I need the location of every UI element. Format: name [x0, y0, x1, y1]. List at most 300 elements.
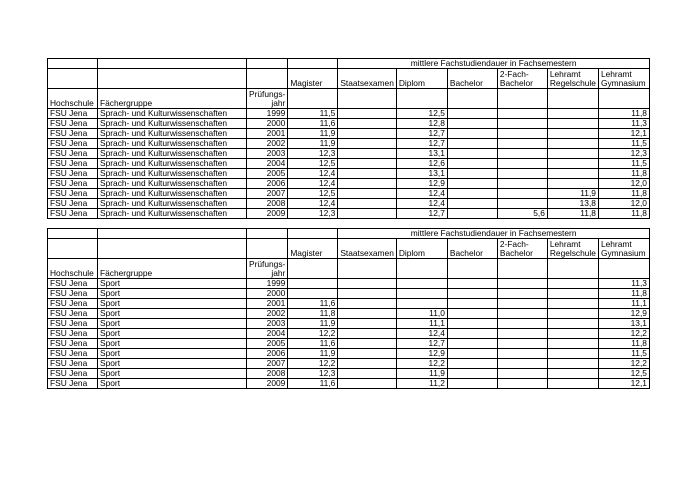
cell-pruefungsjahr: 1999 [247, 279, 288, 289]
cell-hochschule: FSU Jena [48, 299, 98, 309]
cell-pruefungsjahr: 2001 [247, 299, 288, 309]
cell-lehramt-regelschule [547, 309, 598, 319]
table-row [48, 199, 650, 209]
empty-cell [497, 89, 547, 109]
cell-bachelor [447, 189, 497, 199]
cell-bachelor [447, 199, 497, 209]
table-row [48, 329, 650, 339]
cell-staatsexamen [338, 119, 397, 129]
cell-pruefungsjahr: 2009 [247, 379, 288, 389]
cell-pruefungsjahr: 1999 [247, 109, 288, 119]
table-row [48, 279, 650, 289]
cell-staatsexamen [338, 199, 397, 209]
cell-faechergruppe: Sprach- und Kulturwissenschaften [98, 129, 247, 139]
col-header-pruefungsjahr: Prüfungs-jahr [247, 89, 288, 109]
cell-diplom: 12,8 [396, 119, 447, 129]
cell-2fach-bachelor [497, 299, 547, 309]
cell-2fach-bachelor [497, 109, 547, 119]
cell-lehramt-regelschule [547, 129, 598, 139]
cell-lehramt-gymnasium: 12,2 [598, 359, 649, 369]
cell-pruefungsjahr: 2002 [247, 139, 288, 149]
cell-bachelor [447, 129, 497, 139]
cell-pruefungsjahr: 2003 [247, 319, 288, 329]
header-row-columns [48, 69, 650, 89]
cell-lehramt-gymnasium: 12,1 [598, 379, 649, 389]
cell-hochschule: FSU Jena [48, 169, 98, 179]
cell-lehramt-gymnasium: 12,0 [598, 199, 649, 209]
cell-diplom: 12,4 [396, 189, 447, 199]
cell-lehramt-gymnasium: 12,5 [598, 369, 649, 379]
cell-magister: 11,9 [288, 349, 338, 359]
cell-bachelor [447, 109, 497, 119]
cell-magister: 12,3 [288, 149, 338, 159]
col-header-magister: Magister [288, 239, 338, 259]
cell-lehramt-regelschule [547, 109, 598, 119]
cell-bachelor [447, 289, 497, 299]
cell-diplom: 13,1 [396, 149, 447, 159]
cell-magister [288, 279, 338, 289]
cell-bachelor [447, 299, 497, 309]
cell-magister: 11,5 [288, 109, 338, 119]
cell-faechergruppe: Sprach- und Kulturwissenschaften [98, 159, 247, 169]
cell-diplom: 12,5 [396, 109, 447, 119]
cell-diplom [396, 279, 447, 289]
cell-bachelor [447, 329, 497, 339]
cell-hochschule: FSU Jena [48, 199, 98, 209]
cell-lehramt-gymnasium: 11,3 [598, 279, 649, 289]
cell-pruefungsjahr: 2009 [247, 209, 288, 219]
cell-pruefungsjahr: 2007 [247, 359, 288, 369]
cell-2fach-bachelor [497, 339, 547, 349]
cell-diplom: 13,1 [396, 169, 447, 179]
col-header-pruefungsjahr: Prüfungs-jahr [247, 259, 288, 279]
cell-lehramt-gymnasium: 11,8 [598, 169, 649, 179]
cell-hochschule: FSU Jena [48, 189, 98, 199]
cell-pruefungsjahr: 2006 [247, 349, 288, 359]
cell-faechergruppe: Sprach- und Kulturwissenschaften [98, 179, 247, 189]
cell-diplom: 11,0 [396, 309, 447, 319]
cell-diplom [396, 289, 447, 299]
empty-cell [247, 69, 288, 89]
table-row [48, 209, 650, 219]
cell-faechergruppe: Sprach- und Kulturwissenschaften [98, 209, 247, 219]
cell-hochschule: FSU Jena [48, 369, 98, 379]
table-row [48, 149, 650, 159]
cell-bachelor [447, 149, 497, 159]
cell-hochschule: FSU Jena [48, 379, 98, 389]
table-row [48, 119, 650, 129]
cell-hochschule: FSU Jena [48, 319, 98, 329]
cell-bachelor [447, 139, 497, 149]
cell-diplom: 12,6 [396, 159, 447, 169]
empty-cell [288, 259, 338, 279]
cell-magister: 11,9 [288, 139, 338, 149]
table-row [48, 139, 650, 149]
col-header-hochschule: Hochschule [48, 89, 98, 109]
cell-diplom [396, 299, 447, 309]
col-header-bachelor: Bachelor [447, 69, 497, 89]
cell-pruefungsjahr: 2004 [247, 329, 288, 339]
empty-cell [247, 229, 288, 239]
empty-cell [98, 239, 247, 259]
cell-diplom: 12,7 [396, 339, 447, 349]
cell-pruefungsjahr: 2004 [247, 159, 288, 169]
table-row [48, 109, 650, 119]
cell-pruefungsjahr: 2000 [247, 119, 288, 129]
cell-hochschule: FSU Jena [48, 329, 98, 339]
empty-cell [598, 259, 649, 279]
empty-cell [598, 89, 649, 109]
table-row [48, 289, 650, 299]
cell-pruefungsjahr: 2001 [247, 129, 288, 139]
empty-cell [547, 259, 598, 279]
cell-lehramt-regelschule: 11,8 [547, 209, 598, 219]
table-row [48, 349, 650, 359]
col-header-lehramt-gymnasium: Lehramt Gymnasium [598, 239, 649, 259]
cell-lehramt-gymnasium: 11,5 [598, 349, 649, 359]
cell-staatsexamen [338, 279, 397, 289]
cell-pruefungsjahr: 2008 [247, 199, 288, 209]
header-row-columns [48, 239, 650, 259]
cell-lehramt-gymnasium: 11,8 [598, 339, 649, 349]
cell-lehramt-regelschule [547, 329, 598, 339]
cell-2fach-bachelor [497, 199, 547, 209]
empty-cell [396, 89, 447, 109]
cell-2fach-bachelor [497, 129, 547, 139]
cell-lehramt-gymnasium: 12,0 [598, 179, 649, 189]
group-title: mittlere Fachstudiendauer in Fachsemestern [338, 59, 650, 69]
duration-table-humanities [47, 58, 650, 219]
cell-bachelor [447, 279, 497, 289]
cell-lehramt-gymnasium: 11,5 [598, 139, 649, 149]
cell-staatsexamen [338, 149, 397, 159]
table-body [48, 229, 650, 389]
cell-staatsexamen [338, 289, 397, 299]
cell-lehramt-regelschule: 13,8 [547, 199, 598, 209]
cell-pruefungsjahr: 2000 [247, 289, 288, 299]
table-row [48, 159, 650, 169]
cell-hochschule: FSU Jena [48, 159, 98, 169]
cell-bachelor [447, 159, 497, 169]
cell-lehramt-regelschule [547, 169, 598, 179]
cell-hochschule: FSU Jena [48, 119, 98, 129]
cell-lehramt-gymnasium: 11,8 [598, 289, 649, 299]
cell-faechergruppe: Sport [98, 329, 247, 339]
cell-lehramt-gymnasium: 12,1 [598, 129, 649, 139]
cell-lehramt-regelschule [547, 369, 598, 379]
cell-lehramt-gymnasium: 11,5 [598, 159, 649, 169]
cell-lehramt-gymnasium: 12,3 [598, 149, 649, 159]
cell-lehramt-regelschule [547, 119, 598, 129]
cell-hochschule: FSU Jena [48, 139, 98, 149]
cell-lehramt-regelschule [547, 319, 598, 329]
cell-pruefungsjahr: 2005 [247, 339, 288, 349]
empty-cell [48, 59, 98, 69]
table-row [48, 169, 650, 179]
empty-cell [497, 259, 547, 279]
cell-lehramt-regelschule [547, 179, 598, 189]
col-header-faechergruppe: Fächergruppe [98, 259, 247, 279]
cell-magister: 11,9 [288, 319, 338, 329]
cell-faechergruppe: Sport [98, 349, 247, 359]
header-row-labels [48, 259, 650, 279]
cell-magister: 12,4 [288, 199, 338, 209]
cell-magister: 11,6 [288, 299, 338, 309]
empty-cell [247, 239, 288, 259]
col-header-2fach-bachelor: 2-Fach-Bachelor [497, 239, 547, 259]
group-title: mittlere Fachstudiendauer in Fachsemestern [338, 229, 650, 239]
cell-staatsexamen [338, 299, 397, 309]
empty-cell [48, 239, 98, 259]
empty-cell [48, 69, 98, 89]
header-row-group [48, 229, 650, 239]
empty-cell [396, 259, 447, 279]
cell-magister: 12,5 [288, 159, 338, 169]
cell-magister: 12,5 [288, 189, 338, 199]
cell-staatsexamen [338, 379, 397, 389]
cell-diplom: 12,4 [396, 329, 447, 339]
cell-hochschule: FSU Jena [48, 349, 98, 359]
cell-diplom: 12,4 [396, 199, 447, 209]
cell-diplom: 12,2 [396, 359, 447, 369]
cell-bachelor [447, 319, 497, 329]
col-header-lehramt-gymnasium: Lehramt Gymnasium [598, 69, 649, 89]
cell-lehramt-gymnasium: 11,8 [598, 109, 649, 119]
cell-2fach-bachelor [497, 279, 547, 289]
cell-lehramt-regelschule [547, 379, 598, 389]
empty-cell [98, 59, 247, 69]
empty-cell [98, 229, 247, 239]
cell-hochschule: FSU Jena [48, 289, 98, 299]
cell-2fach-bachelor [497, 289, 547, 299]
cell-faechergruppe: Sprach- und Kulturwissenschaften [98, 119, 247, 129]
cell-bachelor [447, 349, 497, 359]
cell-2fach-bachelor [497, 189, 547, 199]
cell-bachelor [447, 179, 497, 189]
cell-2fach-bachelor [497, 379, 547, 389]
cell-diplom: 11,1 [396, 319, 447, 329]
cell-lehramt-regelschule [547, 349, 598, 359]
table-row [48, 299, 650, 309]
cell-hochschule: FSU Jena [48, 359, 98, 369]
cell-diplom: 11,9 [396, 369, 447, 379]
cell-bachelor [447, 209, 497, 219]
cell-pruefungsjahr: 2003 [247, 149, 288, 159]
cell-lehramt-regelschule [547, 359, 598, 369]
cell-2fach-bachelor [497, 329, 547, 339]
col-header-2fach-bachelor: 2-Fach-Bachelor [497, 69, 547, 89]
cell-faechergruppe: Sport [98, 369, 247, 379]
cell-faechergruppe: Sprach- und Kulturwissenschaften [98, 169, 247, 179]
col-header-lehramt-regelschule: Lehramt Regelschule [547, 239, 598, 259]
cell-2fach-bachelor [497, 179, 547, 189]
col-header-staatsexamen: Staatsexamen [338, 69, 397, 89]
cell-hochschule: FSU Jena [48, 179, 98, 189]
cell-2fach-bachelor [497, 149, 547, 159]
cell-faechergruppe: Sport [98, 339, 247, 349]
cell-lehramt-regelschule [547, 299, 598, 309]
table-row [48, 189, 650, 199]
col-header-bachelor: Bachelor [447, 239, 497, 259]
empty-cell [338, 89, 397, 109]
cell-faechergruppe: Sprach- und Kulturwissenschaften [98, 149, 247, 159]
col-header-hochschule: Hochschule [48, 259, 98, 279]
cell-diplom: 12,7 [396, 209, 447, 219]
cell-diplom: 12,7 [396, 129, 447, 139]
cell-magister: 12,2 [288, 329, 338, 339]
cell-pruefungsjahr: 2007 [247, 189, 288, 199]
cell-pruefungsjahr: 2008 [247, 369, 288, 379]
cell-lehramt-gymnasium: 11,3 [598, 119, 649, 129]
cell-lehramt-regelschule [547, 289, 598, 299]
table-body [48, 59, 650, 219]
col-header-faechergruppe: Fächergruppe [98, 89, 247, 109]
cell-faechergruppe: Sport [98, 359, 247, 369]
cell-magister: 11,6 [288, 379, 338, 389]
cell-bachelor [447, 169, 497, 179]
cell-lehramt-regelschule [547, 149, 598, 159]
cell-bachelor [447, 119, 497, 129]
col-header-diplom: Diplom [396, 69, 447, 89]
cell-magister: 12,4 [288, 179, 338, 189]
cell-2fach-bachelor [497, 319, 547, 329]
cell-staatsexamen [338, 359, 397, 369]
col-header-lehramt-regelschule: Lehramt Regelschule [547, 69, 598, 89]
cell-staatsexamen [338, 129, 397, 139]
cell-lehramt-regelschule [547, 339, 598, 349]
cell-staatsexamen [338, 309, 397, 319]
cell-hochschule: FSU Jena [48, 339, 98, 349]
cell-lehramt-gymnasium: 11,8 [598, 189, 649, 199]
col-header-staatsexamen: Staatsexamen [338, 239, 397, 259]
cell-staatsexamen [338, 209, 397, 219]
cell-faechergruppe: Sport [98, 279, 247, 289]
cell-2fach-bachelor [497, 159, 547, 169]
cell-lehramt-gymnasium: 13,1 [598, 319, 649, 329]
cell-bachelor [447, 379, 497, 389]
table-row [48, 319, 650, 329]
cell-hochschule: FSU Jena [48, 209, 98, 219]
empty-cell [98, 69, 247, 89]
table-row [48, 339, 650, 349]
table-row [48, 309, 650, 319]
cell-lehramt-gymnasium: 11,8 [598, 209, 649, 219]
cell-2fach-bachelor [497, 359, 547, 369]
col-header-diplom: Diplom [396, 239, 447, 259]
cell-magister: 11,6 [288, 339, 338, 349]
cell-faechergruppe: Sprach- und Kulturwissenschaften [98, 199, 247, 209]
empty-cell [247, 59, 288, 69]
cell-magister: 11,8 [288, 309, 338, 319]
table-row [48, 179, 650, 189]
table-row [48, 379, 650, 389]
cell-pruefungsjahr: 2002 [247, 309, 288, 319]
cell-faechergruppe: Sport [98, 379, 247, 389]
cell-magister: 11,9 [288, 129, 338, 139]
cell-magister: 11,6 [288, 119, 338, 129]
empty-cell [447, 89, 497, 109]
empty-cell [447, 259, 497, 279]
cell-pruefungsjahr: 2006 [247, 179, 288, 189]
cell-hochschule: FSU Jena [48, 279, 98, 289]
cell-diplom: 12,9 [396, 179, 447, 189]
cell-bachelor [447, 359, 497, 369]
empty-cell [288, 229, 338, 239]
cell-magister: 12,2 [288, 359, 338, 369]
cell-lehramt-regelschule [547, 279, 598, 289]
cell-hochschule: FSU Jena [48, 149, 98, 159]
cell-staatsexamen [338, 329, 397, 339]
cell-diplom: 11,2 [396, 379, 447, 389]
empty-cell [547, 89, 598, 109]
cell-lehramt-gymnasium: 12,2 [598, 329, 649, 339]
cell-bachelor [447, 309, 497, 319]
cell-faechergruppe: Sprach- und Kulturwissenschaften [98, 109, 247, 119]
cell-staatsexamen [338, 349, 397, 359]
cell-diplom: 12,9 [396, 349, 447, 359]
cell-hochschule: FSU Jena [48, 109, 98, 119]
empty-cell [288, 89, 338, 109]
cell-staatsexamen [338, 369, 397, 379]
cell-faechergruppe: Sport [98, 319, 247, 329]
cell-lehramt-regelschule [547, 139, 598, 149]
cell-magister [288, 289, 338, 299]
cell-staatsexamen [338, 189, 397, 199]
cell-2fach-bachelor [497, 119, 547, 129]
cell-2fach-bachelor [497, 309, 547, 319]
cell-magister: 12,4 [288, 169, 338, 179]
cell-2fach-bachelor [497, 139, 547, 149]
cell-lehramt-regelschule: 11,9 [547, 189, 598, 199]
cell-staatsexamen [338, 179, 397, 189]
cell-hochschule: FSU Jena [48, 309, 98, 319]
cell-lehramt-gymnasium: 11,1 [598, 299, 649, 309]
cell-diplom: 12,7 [396, 139, 447, 149]
cell-lehramt-regelschule [547, 159, 598, 169]
table-row [48, 369, 650, 379]
cell-hochschule: FSU Jena [48, 129, 98, 139]
cell-bachelor [447, 339, 497, 349]
col-header-magister: Magister [288, 69, 338, 89]
header-row-group [48, 59, 650, 69]
cell-2fach-bachelor [497, 169, 547, 179]
cell-staatsexamen [338, 139, 397, 149]
cell-2fach-bachelor [497, 369, 547, 379]
cell-faechergruppe: Sport [98, 299, 247, 309]
cell-staatsexamen [338, 159, 397, 169]
cell-faechergruppe: Sprach- und Kulturwissenschaften [98, 139, 247, 149]
cell-faechergruppe: Sport [98, 289, 247, 299]
duration-table-sport [47, 228, 650, 389]
cell-bachelor [447, 369, 497, 379]
empty-cell [288, 59, 338, 69]
cell-faechergruppe: Sprach- und Kulturwissenschaften [98, 189, 247, 199]
cell-magister: 12,3 [288, 209, 338, 219]
cell-2fach-bachelor: 5,6 [497, 209, 547, 219]
header-row-labels [48, 89, 650, 109]
cell-staatsexamen [338, 319, 397, 329]
cell-staatsexamen [338, 339, 397, 349]
cell-staatsexamen [338, 169, 397, 179]
table-row [48, 129, 650, 139]
cell-pruefungsjahr: 2005 [247, 169, 288, 179]
empty-cell [338, 259, 397, 279]
empty-cell [48, 229, 98, 239]
cell-faechergruppe: Sport [98, 309, 247, 319]
cell-lehramt-gymnasium: 12,9 [598, 309, 649, 319]
cell-staatsexamen [338, 109, 397, 119]
cell-magister: 12,3 [288, 369, 338, 379]
